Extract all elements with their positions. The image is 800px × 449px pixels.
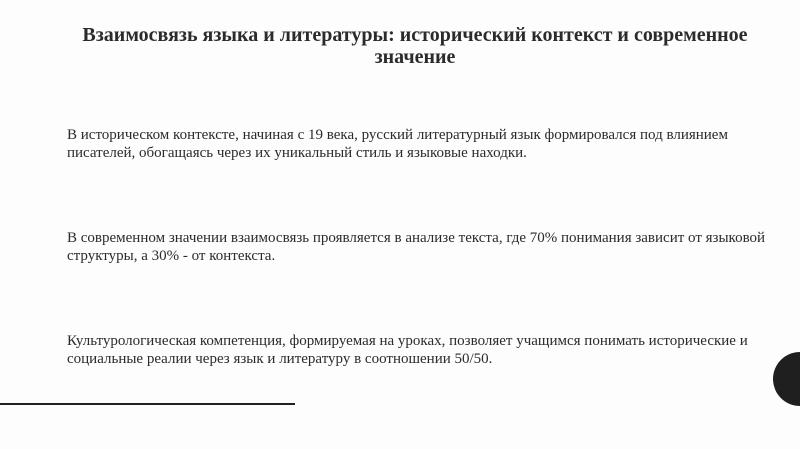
paragraph-cultural-competence: Культурологическая компетенция, формируемая на уроках, позволяет учащимся понимать исторические и социальные реалии через язык и литературу в соотношении 50/50.	[67, 333, 748, 367]
paragraph-modern-significance: В современном значении взаимосвязь проявляется в анализе текста, где 70% понимания зависит от языковой структуры, а 30% - от контекста.	[67, 230, 766, 264]
slide-title: Взаимосвязь языка и литературы: исторический контекст и современное значение	[82, 24, 748, 68]
decorative-circle-shape	[773, 352, 800, 406]
decorative-divider-line	[0, 403, 295, 405]
paragraph-historical-context: В историческом контексте, начиная с 19 века, русский литературный язык формировался под влиянием писателей, обогащаясь через их уникальный стиль и языковые находки.	[67, 127, 728, 161]
